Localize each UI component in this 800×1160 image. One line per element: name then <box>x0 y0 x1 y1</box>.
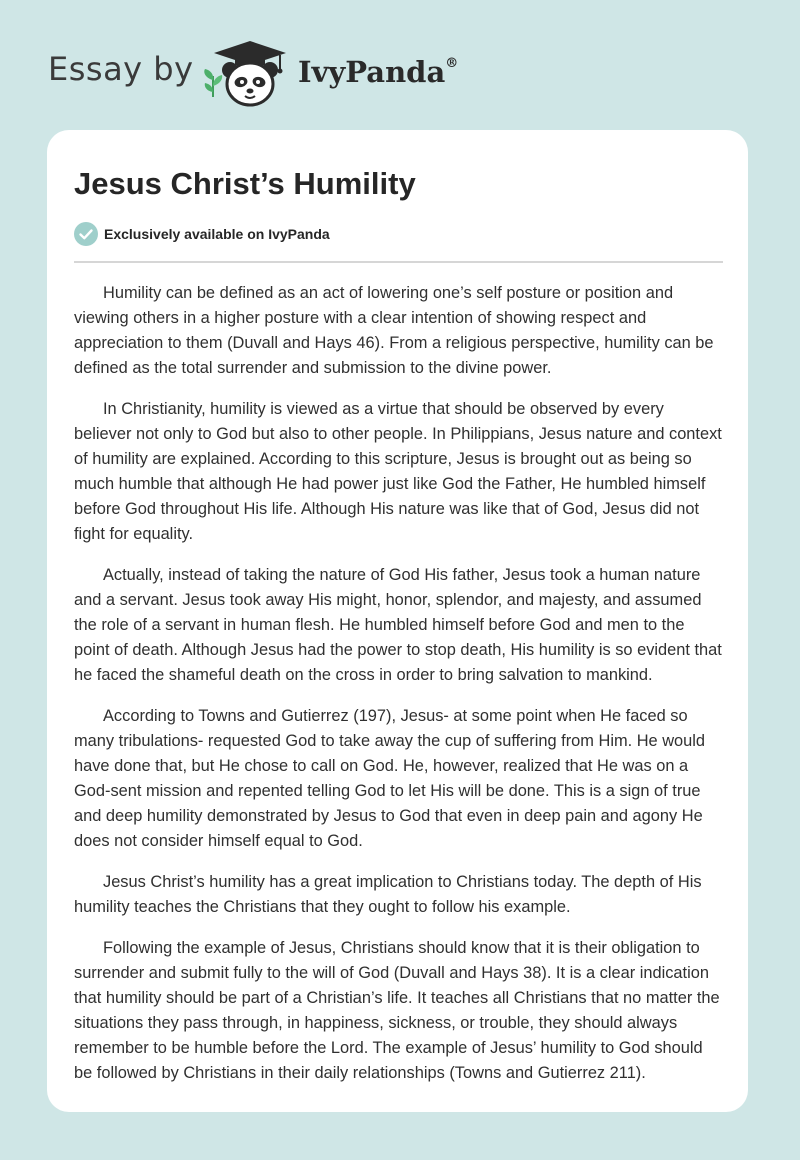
paragraph: Jesus Christ’s humility has a great implication to Christians today. The depth of His humility teaches the Christians that they ought to follow his example. <box>74 873 702 916</box>
essay-by-label: Essay by <box>48 50 194 88</box>
paragraph: According to Towns and Gutierrez (197), Jesus- at some point when He faced so many tribulations- requested God to take away the cup of suffering from Him. He would have done that, but He chose to call on God. He, however, realized that He was on a God-sent mission and repented telling God to let His will be done. This is a sign of true and deep humility demonstrated by Jesus to God that even in deep pain and agony He does not consider himself equal to God. <box>74 707 706 850</box>
essay-body <box>74 281 724 1102</box>
exclusive-badge-label: Exclusively available on IvyPanda <box>104 226 330 242</box>
paragraph: Humility can be defined as an act of lowering one’s self posture or position and viewing others in a higher posture with a clear intention of showing respect and appreciation to them (Duvall and Hays 46). From a religious perspective, humility can be defined as the total surrender and submission to the divine power. <box>74 284 714 377</box>
paragraph: Following the example of Jesus, Christians should know that it is their obligation to surrender and submit fully to the will of God (Duvall and Hays 38). It is a clear indication that humility should be part of a Christian’s life. It teaches all Christians that no matter the situations they pass through, in happiness, sickness, or trouble, they should always remember to be humble before the Lord. The example of Jesus’ humility to God should be followed by Christians in their daily relationships (Towns and Gutierrez 211). <box>74 939 720 1082</box>
brand-logo-text <box>298 55 458 89</box>
panda-graduate-icon <box>210 40 290 108</box>
divider <box>74 261 723 263</box>
exclusive-badge <box>74 222 330 246</box>
registered-mark: ® <box>445 56 459 72</box>
essay-card <box>47 130 748 1112</box>
check-icon <box>74 222 98 246</box>
site-header <box>0 0 800 120</box>
brand-name: IvyPanda <box>298 55 446 89</box>
essay-title: Jesus Christ’s Humility <box>74 166 416 201</box>
paragraph: In Christianity, humility is viewed as a virtue that should be observed by every believer not only to God but also to other people. In Philippians, Jesus nature and context of humility are explained. According to this scripture, Jesus is brought out as being so much humble that although He had power just like God the Father, He humbled himself before God throughout His life. Although His nature was like that of God, Jesus did not fight for equality. <box>74 400 722 543</box>
paragraph: Actually, instead of taking the nature of God His father, Jesus took a human nature and a servant. Jesus took away His might, honor, splendor, and majesty, and assumed the role of a servant in human flesh. He humbled himself before God and men to the point of death. Although Jesus had the power to stop death, His humility is so evident that he faced the shameful death on the cross in order to bring salvation to mankind. <box>74 566 722 684</box>
